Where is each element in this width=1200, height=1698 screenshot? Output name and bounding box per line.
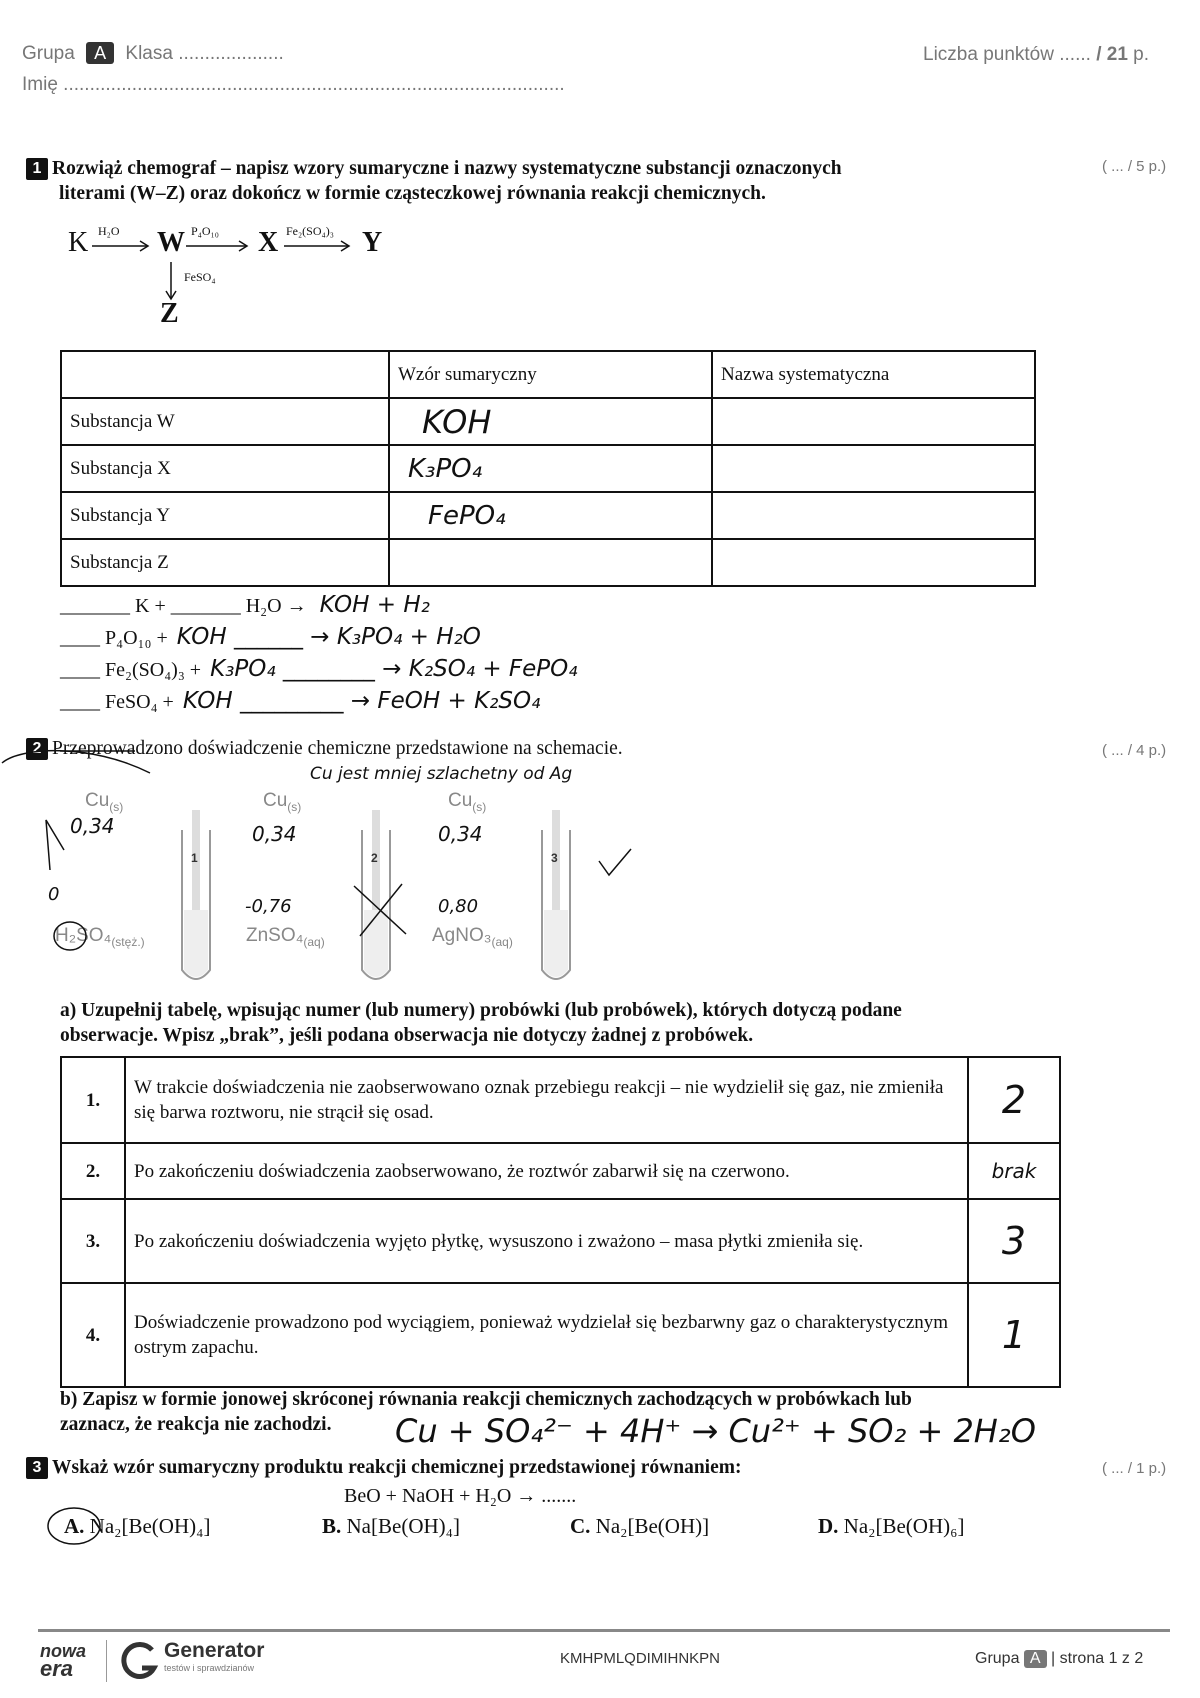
points-suffix: p. xyxy=(1127,44,1150,65)
equation-answer[interactable]: KOH + H₂ xyxy=(319,592,430,618)
scheme-k: K xyxy=(68,227,89,258)
row-number: 1. xyxy=(61,1057,125,1143)
formula-answer[interactable]: K₃PO₄ xyxy=(389,445,712,492)
scheme-x: X xyxy=(258,227,279,258)
nowa-era-logo xyxy=(40,1641,87,1681)
solution-label: ZnSO₄ xyxy=(246,925,304,946)
arrow-down-icon xyxy=(164,262,178,302)
table-row xyxy=(61,445,1035,492)
solution-sub: (aq) xyxy=(303,934,325,949)
tube2-hw-top: 0,34 xyxy=(252,822,297,846)
row-label: Substancja Z xyxy=(61,539,389,586)
equation-left: ____ Fe₂(SO₄)₃ + xyxy=(60,659,202,681)
equation-answer[interactable]: K₃PO₄ ________ → K₂SO₄ + FePO₄ xyxy=(210,656,578,682)
observation-text: Po zakończeniu doświadczenia wyjęto płytkę, wysuszono i zważono – masa płytki zmieniła się. xyxy=(125,1199,968,1283)
logo-text-bottom: era xyxy=(40,1656,74,1681)
option-letter: D. xyxy=(818,1514,839,1538)
option-letter: B. xyxy=(322,1514,342,1538)
observation-answer[interactable]: 1 xyxy=(968,1283,1060,1387)
q3-number: 3 xyxy=(26,1457,48,1479)
chemograph xyxy=(60,222,420,332)
observation-text: W trakcie doświadczenia nie zaobserwowano oznak przebiegu reakcji – nie wydzielił się gaz, nie zmieniła się barwa roztworu, nie strącił się osad. xyxy=(125,1057,968,1143)
scheme-r4: FeSO₄ xyxy=(184,270,216,284)
solution-label: H₂SO₄ xyxy=(55,925,112,946)
table-row xyxy=(61,351,1035,398)
tube1-hw-bottom: 0 xyxy=(48,884,60,905)
points-label: Liczba punktów ...... xyxy=(923,44,1097,65)
observation-text: Po zakończeniu doświadczenia zaobserwowano, że roztwór zabarwił się na czerwono. xyxy=(125,1143,968,1199)
equation-answer[interactable]: KOH _________ → FeOH + K₂SO₄ xyxy=(182,688,541,714)
arrow-icon xyxy=(92,240,152,252)
q2a-text xyxy=(60,998,1140,1048)
metal-label: Cu xyxy=(448,790,473,811)
header-group-line xyxy=(22,42,284,65)
footer-group-label: Grupa xyxy=(975,1650,1020,1667)
metal-sub: (s) xyxy=(109,799,124,814)
scheme-w: W xyxy=(157,227,185,258)
formula-answer[interactable]: FePO₄ xyxy=(389,492,712,539)
name-answer[interactable] xyxy=(712,492,1035,539)
test-tube-icon xyxy=(180,810,230,990)
tube-number: 1 xyxy=(191,851,198,865)
option-d[interactable] xyxy=(818,1514,964,1539)
equation-2 xyxy=(60,624,481,650)
option-formula: Na₂[Be(OH)₆] xyxy=(843,1514,965,1538)
solution-label: AgNO₃ xyxy=(432,925,492,946)
generator-title: Generator xyxy=(164,1639,265,1662)
metal-sub: (s) xyxy=(472,799,487,814)
footer-page-number: | strona 1 z 2 xyxy=(1051,1650,1144,1667)
tube2-metal xyxy=(263,790,301,814)
col-formula-header: Wzór sumaryczny xyxy=(389,351,712,398)
q1-text-line2: literami (W–Z) oraz dokończ w formie cząsteczkowej równania reakcji chemicznych. xyxy=(59,183,766,204)
logo-divider xyxy=(106,1640,107,1682)
option-formula: Na[Be(OH)₄] xyxy=(346,1514,460,1538)
hw-note: Cu jest mniej szlachetny od Ag xyxy=(310,764,573,784)
observation-text: Doświadczenie prowadzono pod wyciągiem, ponieważ wydzielał się bezbarwny gaz o charakterystycznym ostrym zapachu. xyxy=(125,1283,968,1387)
equation-1 xyxy=(60,592,430,618)
q3-points: ( ... / 1 p.) xyxy=(1102,1460,1167,1477)
metal-label: Cu xyxy=(263,790,288,811)
row-label: Substancja X xyxy=(61,445,389,492)
table-row xyxy=(61,1143,1060,1199)
q3-text xyxy=(26,1455,741,1480)
group-badge: A xyxy=(86,42,114,64)
option-formula: Na₂[Be(OH)₄] xyxy=(89,1514,211,1538)
tube3-hw-bottom: 0,80 xyxy=(438,896,479,917)
table-row xyxy=(61,1199,1060,1283)
name-answer[interactable] xyxy=(712,539,1035,586)
points-summary xyxy=(923,44,1149,66)
q2-points: ( ... / 4 p.) xyxy=(1102,742,1167,759)
scheme-z: Z xyxy=(160,298,179,329)
group-label: Grupa xyxy=(22,43,75,64)
test-tube-icon xyxy=(540,810,590,990)
equation-3 xyxy=(60,656,578,682)
solution-sub: (stęż.) xyxy=(111,934,145,949)
q2b-answer[interactable]: Cu + SO₄²⁻ + 4H⁺ → Cu²⁺ + SO₂ + 2H₂O xyxy=(395,1412,1036,1450)
observation-answer[interactable]: brak xyxy=(968,1143,1060,1199)
option-c[interactable] xyxy=(570,1514,709,1539)
q2-statement: Przeprowadzono doświadczenie chemiczne przedstawione na schemacie. xyxy=(52,738,623,759)
tube-number: 3 xyxy=(551,851,558,865)
q1-points: ( ... / 5 p.) xyxy=(1102,158,1167,175)
tube3-metal xyxy=(448,790,486,814)
class-label[interactable]: Klasa .................... xyxy=(125,43,284,64)
tube2-hw-bottom: -0,76 xyxy=(245,896,292,917)
row-number: 4. xyxy=(61,1283,125,1387)
table-row xyxy=(61,492,1035,539)
q2b-line2: zaznacz, że reakcja nie zachodzi. xyxy=(60,1414,332,1435)
equation-left: _______ K + _______ H₂O → xyxy=(60,595,307,617)
tube3-solution xyxy=(432,925,513,949)
equation-4 xyxy=(60,688,540,714)
tube2-solution xyxy=(246,925,325,949)
option-letter: C. xyxy=(570,1514,591,1538)
table-cell xyxy=(61,351,389,398)
check-mark-icon xyxy=(595,845,635,881)
q3-statement: Wskaż wzór sumaryczny produktu reakcji chemicznej przedstawionej równaniem: xyxy=(52,1457,742,1478)
row-number: 2. xyxy=(61,1143,125,1199)
q2-table xyxy=(60,1056,1061,1388)
row-label: Substancja Y xyxy=(61,492,389,539)
metal-sub: (s) xyxy=(287,799,302,814)
points-total: / 21 xyxy=(1096,44,1128,65)
generator-subtitle: testów i sprawdzianów xyxy=(164,1663,255,1673)
arrow-icon xyxy=(186,240,251,252)
name-field[interactable]: Imię ............................................................................................... xyxy=(22,74,565,95)
name-answer[interactable] xyxy=(712,398,1035,445)
table-row xyxy=(61,398,1035,445)
tube1-metal xyxy=(85,790,123,814)
equation-left: ____ P₄O₁₀ + xyxy=(60,627,168,649)
tube1-hw-top: 0,34 xyxy=(70,814,115,838)
scheme-r1: H₂O xyxy=(98,224,120,238)
solution-sub: (aq) xyxy=(491,934,513,949)
name-answer[interactable] xyxy=(712,445,1035,492)
equation-left: ____ FeSO₄ + xyxy=(60,691,174,713)
option-letter: A. xyxy=(64,1514,85,1538)
table-row xyxy=(61,539,1035,586)
option-formula: Na₂[Be(OH)] xyxy=(595,1514,710,1538)
option-b[interactable] xyxy=(322,1514,460,1539)
strike-scribble xyxy=(0,735,160,785)
metal-label: Cu xyxy=(85,790,110,811)
q2b-line1: b) Zapisz w formie jonowej skróconej równania reakcji chemicznych zachodzących w probówkach lub xyxy=(60,1389,912,1410)
formula-answer[interactable] xyxy=(389,539,712,586)
scheme-r2: P₄O₁₀ xyxy=(191,224,219,238)
arrow-icon xyxy=(284,240,354,252)
hw-circle-icon xyxy=(50,918,90,954)
logo-text-top: nowa xyxy=(40,1641,87,1661)
table-row xyxy=(61,1283,1060,1387)
scheme-r3: Fe₂(SO₄)₃ xyxy=(286,224,334,238)
row-label: Substancja W xyxy=(61,398,389,445)
table-row xyxy=(61,1057,1060,1143)
formula-answer[interactable]: KOH xyxy=(389,398,712,445)
tubes-diagram xyxy=(20,780,700,990)
q1-number: 1 xyxy=(26,158,48,180)
q3-equation: BeO + NaOH + H₂O → ....... xyxy=(344,1485,577,1507)
tube-number: 2 xyxy=(371,851,378,865)
observation-answer[interactable]: 3 xyxy=(968,1199,1060,1283)
observation-answer[interactable]: 2 xyxy=(968,1057,1060,1143)
generator-logo xyxy=(164,1639,264,1673)
footer-page-info xyxy=(975,1650,1143,1668)
footer-group-badge: A xyxy=(1024,1650,1047,1668)
q2-number: 2 xyxy=(26,738,48,760)
generator-logo-icon xyxy=(120,1640,162,1682)
cross-mark-icon xyxy=(350,880,410,940)
equation-answer[interactable]: KOH ______ → K₃PO₄ + H₂O xyxy=(176,624,481,650)
tube3-hw-top: 0,34 xyxy=(438,822,483,846)
row-number: 3. xyxy=(61,1199,125,1283)
q1-text xyxy=(26,156,986,206)
footer-divider xyxy=(38,1629,1170,1632)
col-name-header: Nazwa systematyczna xyxy=(712,351,1035,398)
document-code: KMHPMLQDIMIHNKPN xyxy=(560,1650,721,1667)
q1-text-line1: Rozwiąż chemograf – napisz wzory sumaryczne i nazwy systematyczne substancji oznaczonych xyxy=(52,158,842,179)
scheme-y: Y xyxy=(362,227,383,258)
answer-circle-icon xyxy=(44,1504,104,1548)
hw-arrow-icon xyxy=(40,810,80,880)
q1-table xyxy=(60,350,1036,587)
q2a-line1: a) Uzupełnij tabelę, wpisując numer (lub numery) probówki (lub probówek), których dotyczą podane xyxy=(60,1000,902,1021)
q2a-line2: obserwacje. Wpisz „brak”, jeśli podana obserwacja nie dotyczy żadnej z probówek. xyxy=(60,1025,754,1046)
